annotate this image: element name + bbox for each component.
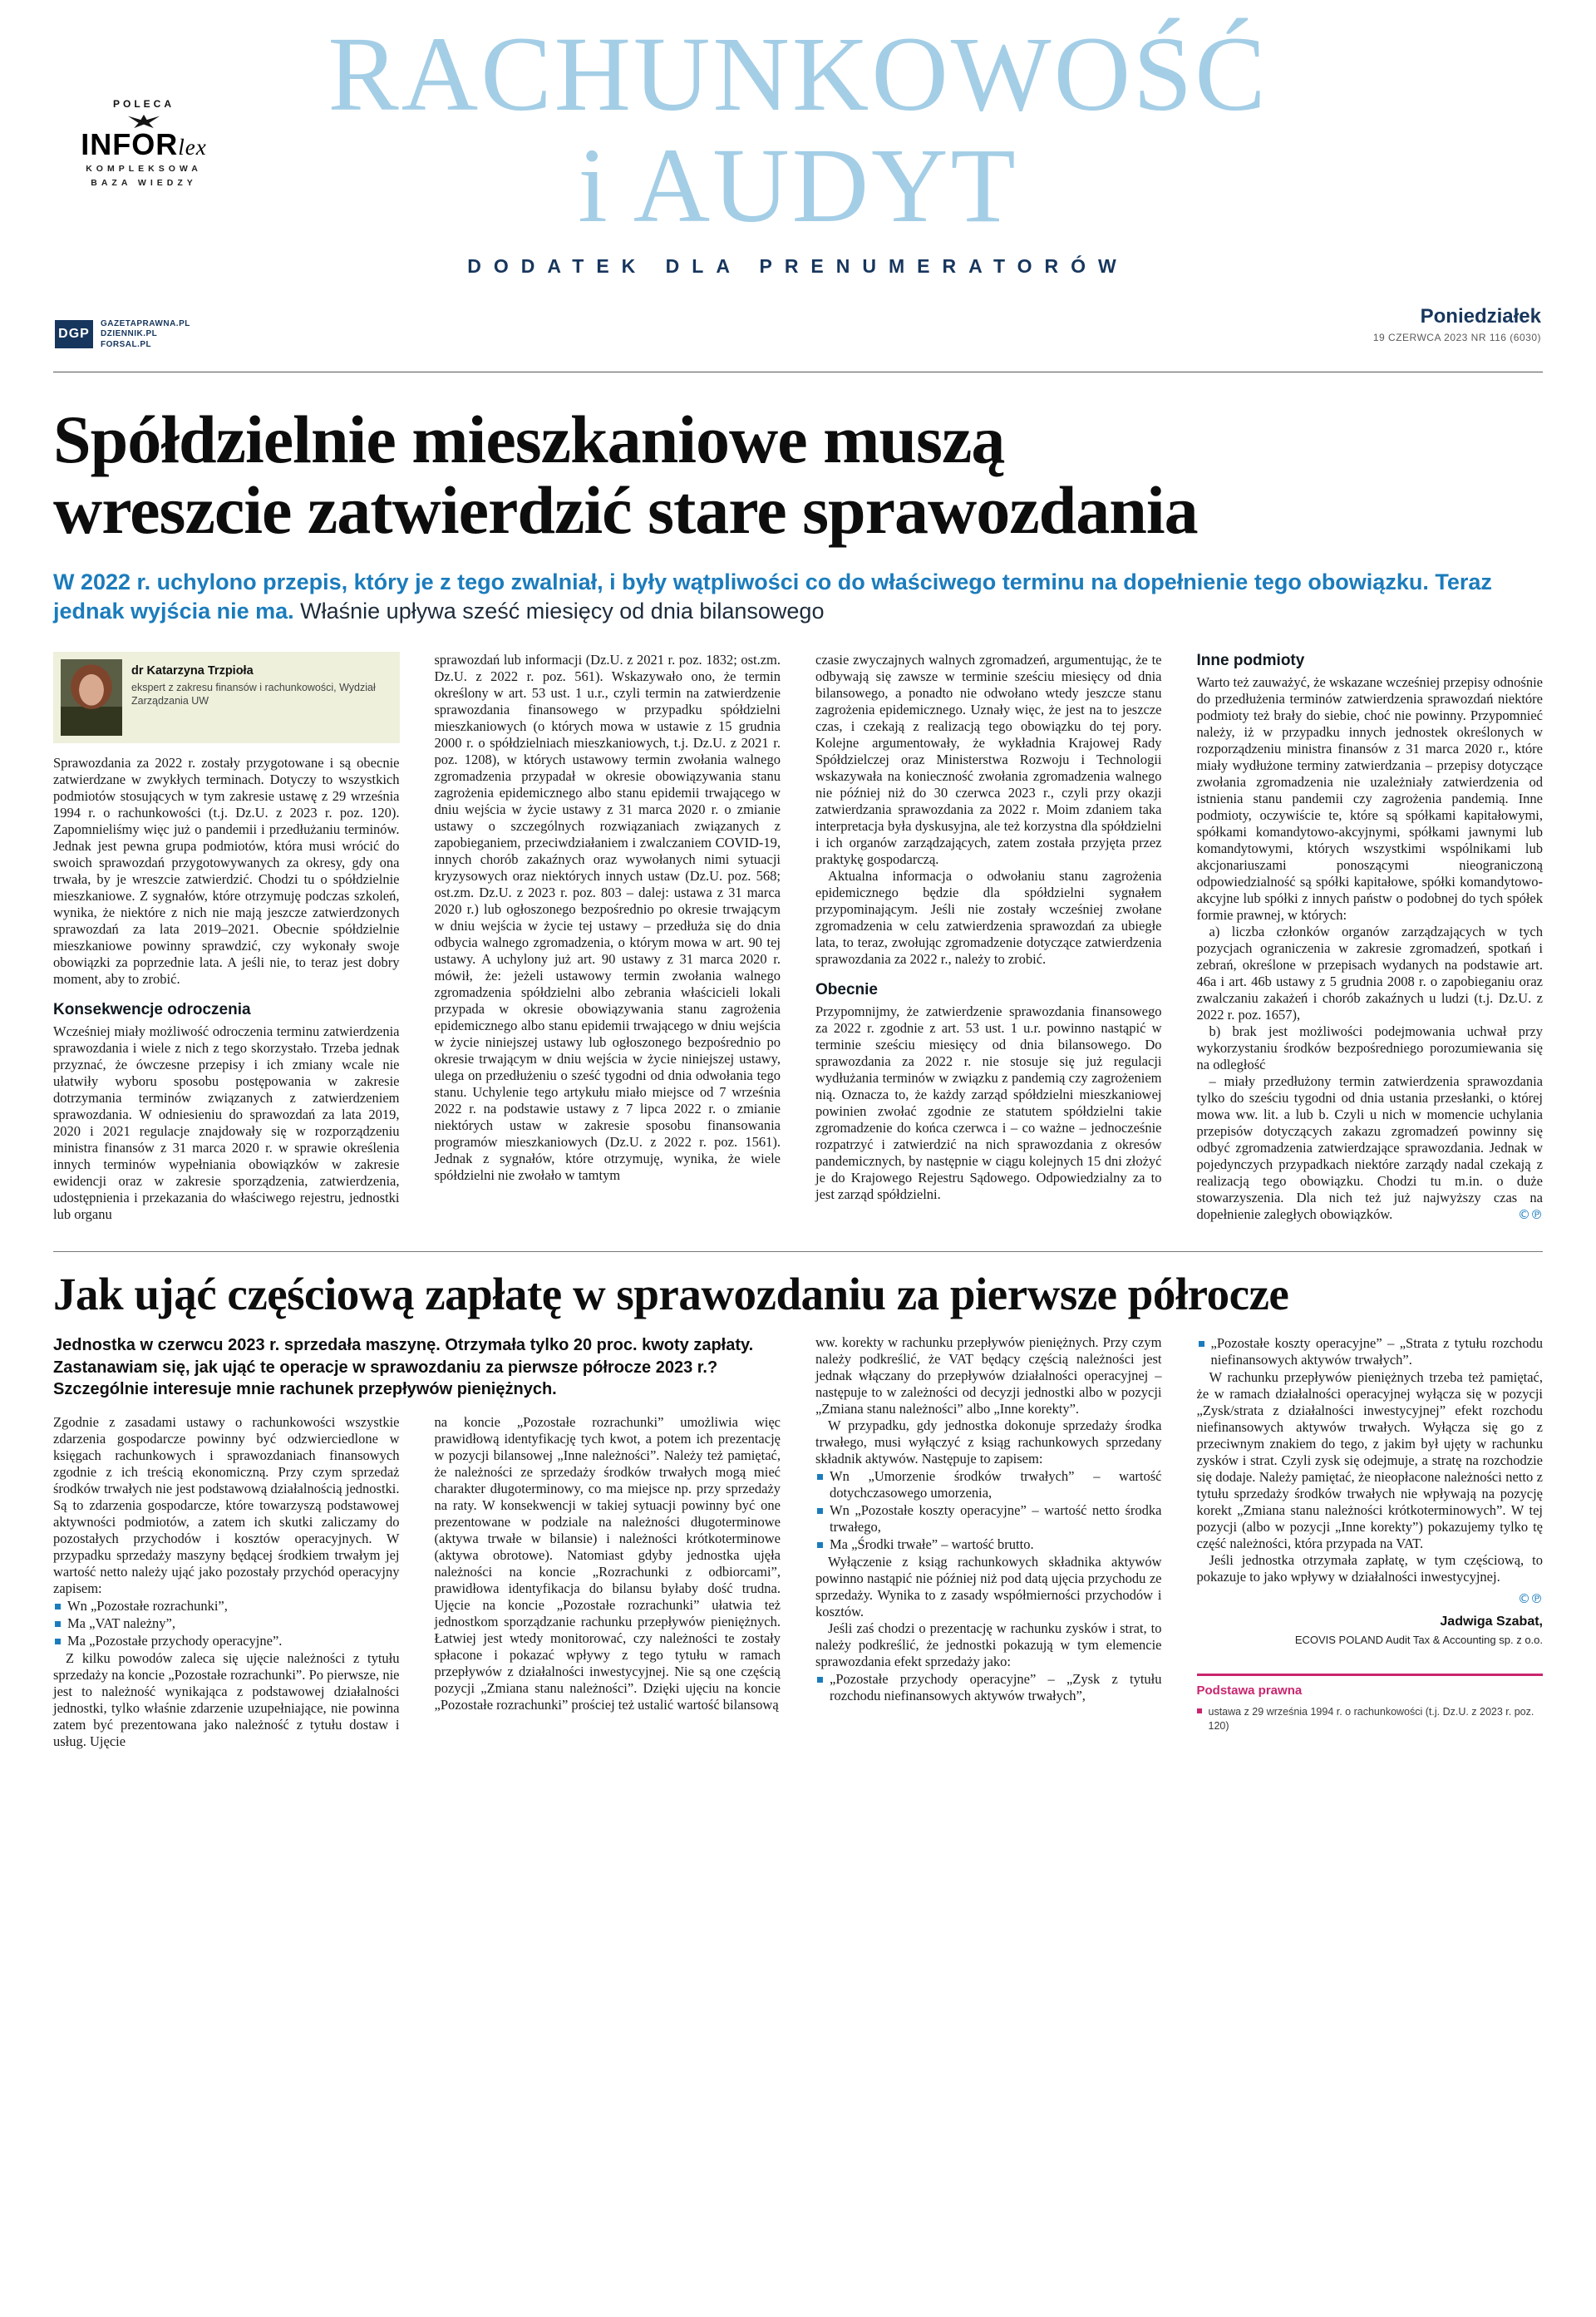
article1-lead-rest: Właśnie upływa sześć miesięcy od dnia bilansowego: [300, 599, 825, 624]
section-subhead: Obecnie: [815, 980, 878, 998]
paragraph: Wcześniej miały możliwość odroczenia terminu zatwierdzenia sprawozdania i wiele z nich z tego skorzystało. Trzeba jednak przyznać, że ówczesne przepisy i ich zmiany wcale nie ułatwiły wyboru sposobu postępowania w zakresie dotrzymania terminów związanych z zatwierdzeniem sprawozdania. W odniesieniu do sprawozdań za lata 2019, 2020 i 2021 regulacje znajdowały się w rozporządzeniu ministra finansów z 31 marca 2020 r. w sprawie określenia innych terminów wypełniania obowiązków w zakresie ewidencji oraz w zakresie sporządzenia, zatwierdzenia, udostępnienia i przekazania do właściwego rejestru, jednostki lub organu: [53, 1023, 400, 1222]
paragraph: na koncie „Pozostałe rozrachunki” umożliwia więc prawidłową identyfikację tych kwot, a potem ich prezentację w pozycji bilansowej „Inne należności”. Należy też pamiętać, że należności ze sprzedaży środków trwałych mogą mieć charakter długoterminowy, co ma miejsce np. przy sprzedaży na raty. W konsekwencji w takiej sytuacji powinny być one prezentowane w podziale na należności długoterminowe (aktywa trwałe w bilansie) i należności krótkoterminowe (aktywa obrotowe). Natomiast gdyby jednostka ujęła należności na koncie „Rozrachunki z odbiorcami”, prawidłowa identyfikacja do bilansu byłaby dość trudna. Ujęcie na koncie „Pozostałe rozrachunki” ułatwia też jednostkom sporządzanie rachunku przepływów pieniężnych. Łatwiej jest wtedy monitorować, czy należności te zostały spłacone i pokazać wpływy z tego tytułu w ramach przepływów z działalności inwestycyjnej. Nie są one częścią pozycji „Zmiana stanu należności”. Dzięki ujęciu na koncie „Pozostałe rozrachunki” prościej też ustalić wartość bilansową: [434, 1413, 781, 1713]
article1-headline-line1: Spółdzielnie mieszkaniowe muszą: [53, 402, 1005, 477]
paragraph: – miały przedłużony termin zatwierdzenia sprawozdania tylko do sześciu tygodni od dnia ustania przesłanki, o której mowa ww. lit. a lub b. Czyli u nich w momencie uchylania przepisów dotyczących zakazu zgromadzeń powinny się odbyć zgromadzenia zatwierdzające sprawozdania. Jednak w pojedynczych przypadkach niektóre zarządy nadal czekają z realizacją tego obowiązku. Chodzi tu m.in. o duże stowarzyszenia. Dla nich też już najwyższy czas na dopełnienie zaległych obowiązków. ©℗: [1196, 1072, 1543, 1222]
article1-headline: [53, 402, 1543, 549]
dgp-publisher-block: [55, 319, 190, 351]
issue-date-block: [1373, 305, 1541, 343]
article-partial-payment: [53, 1270, 1543, 1750]
infor-logo-suffix: lex: [178, 135, 207, 160]
bullet-item: „Pozostałe przychody operacyjne” – „Zysk z tytułu rozchodu niefinansowych aktywów trwałych”,: [815, 1671, 1162, 1704]
dgp-site-gazetaprawna: GAZETAPRAWNA.PL: [101, 318, 190, 328]
section-subhead: Konsekwencje odroczenia: [53, 1000, 251, 1018]
article1-column-4: [1197, 652, 1544, 1223]
article2-column-3: [815, 1334, 1162, 1749]
masthead-title-line-2: i AUDYT: [578, 126, 1018, 245]
article1-lead-highlight: W 2022 r. uchylono przepis, który je z tego zwalniał, i były wątpliwości co do właściwego terminu na dopełnienie tego obowiązku. Teraz jednak wyjścia nie ma.: [53, 569, 1492, 624]
paragraph: Wyłączenie z ksiąg rachunkowych składnika aktywów powinno nastąpić nie później niż pod datą ujęcia przychodu ze sprzedaży. Wynika to z zasady współmierności przychodów i kosztów.: [815, 1554, 1162, 1620]
paragraph: Warto też zauważyć, że wskazane wcześniej przepisy odnośnie do przedłużenia terminów zatwierdzenia sprawozdań niektóre podmioty też brały do siebie, choć nie powinny. Przypomnieć należy, iż w przypadku innych jednostek określonych w rozporządzeniu ministra finansów z 31 marca 2020 r., które miały wydłużone terminy zatwierdzania – przepisy dotyczące zwołania zgromadzenia nie uzależniały zatwierdzenia od istnienia stanu pandemii czy zagrożenia pandemią. Inne podmioty, oczywiście te, które są spółkami kapitałowymi, spółkami komandytowo-akcyjnymi, spółkami jawnymi lub komandytowymi, których wszystkimi wspólnikami lub akcjonariuszami ponoszącymi nieograniczoną odpowiedzialność są spółki kapitałowe, spółki komandytowo-akcyjne lub spółki z innych państw o podobnej do tych spółek formie prawnej, w których:: [1196, 673, 1543, 923]
legal-basis-box: [1197, 1674, 1544, 1733]
paragraph: sprawozdań lub informacji (Dz.U. z 2021 r. poz. 1832; ost.zm. Dz.U. z 2022 r. poz. 561). Wskazywało ono, że termin określony w art. 53 ust. 1 u.r., czyli termin na zatwierdzenie sprawozdania finansowego w przypadku spółdzielni mieszkaniowych (o których mowa w ustawie z 15 grudnia 2000 r. o spółdzielniach mieszkaniowych, t.j. Dz.U. z 2021 r. poz. 1208), w których ustawowy termin zwołania walnego zgromadzenia przypadał w okresie obowiązywania stanu zagrożenia epidemicznego albo stanu epidemii trwającego w dniu wejścia w życie ustawy z 31 marca 2020 r. o zmianie ustawy o szczególnych rozwiązaniach związanych z zapobieganiem, przeciwdziałaniem i zwalczaniem COVID-19, innych chorób zakaźnych oraz wywołanych nimi sytuacji kryzysowych oraz niektórych innych ustaw (Dz.U. poz. 568; ost.zm. Dz.U. z 2023 r. poz. 803 – dalej: ustawa z 31 marca 2020 r.) lub ogłoszonego bezpośrednio po okresie trwającym w dniu wejścia w życie tej ustawy – przedłuża się do dnia odbycia walnego zgromadzenia, o którym mowa w art. 90 tej ustawy. A uchylony już art. 90 ustawy z 31 marca 2020 r. mówił, że: jeżeli ustawowy termin zwołania walnego zgromadzenia spółdzielni albo zebrania właścicieli lokali przypada w okresie obowiązywania stanu zagrożenia epidemicznego albo stanu epidemii trwającego w dniu wejścia w życie niniejszej ustawy lub ogłoszonego bezpośrednio po okresie trwającym w dniu wejścia w życie niniejszej ustawy, ulega on przedłużeniu o sześć tygodni od dnia odwołania tego stanu. Uchylenie tego artykułu miało miejsce od 7 września 2022 r. na podstawie ustawy z 7 lipca 2022 r. o zmianie niektórych ustaw w zakresie sposobu finansowania programów mieszkaniowych (Dz.U. z 2022 r. poz. 1561). Jednak z sygnałów, które otrzymuję, wynika, że wiele spółdzielni nie zwołało w tamtym: [434, 651, 781, 1183]
legal-basis-item: ustawa z 29 września 1994 r. o rachunkowości (t.j. Dz.U. z 2023 r. poz. 120): [1197, 1705, 1544, 1733]
paragraph: Sprawozdania za 2022 r. zostały przygotowane i są obecnie zatwierdzane w zwykłych terminach. Dotyczy to wszystkich podmiotów stosujących w tym zakresie ustawę z 29 września 1994 r. o rachunkowości (t.j. Dz.U. z 2023 r. poz. 120). Zapomnieliśmy więc już o pandemii i przedłużaniu terminów. Jednak jest pewna grupa podmiotów, która musi wrócić do swoich sprawozdań przygotowywanych za okresy, gdy ona trwała, by je wreszcie zatwierdzić. Chodzi tu o spółdzielnie mieszkaniowe. Z sygnałów, które otrzymuję podczas szkoleń, wynika, że niektóre z nich nie mają jeszcze zatwierdzonych sprawozdań za lata 2019–2021. Obecnie spółdzielnie mieszkaniowe powinny sprawdzić, czy wykonały swoje obowiązki za poprzednie lata. A jeśli nie, to teraz jest dobry moment, aby to zrobić.: [53, 754, 400, 987]
section-subhead: Inne podmioty: [1196, 651, 1305, 669]
issue-day: Poniedziałek: [1420, 305, 1541, 328]
dgp-site-list: [101, 319, 190, 351]
copyright-mark: ©℗: [1518, 1591, 1543, 1607]
infor-brand-block: [57, 98, 231, 188]
article2-body: [53, 1334, 1543, 1749]
article1-headline-line2: wreszcie zatwierdzić stare sprawozdania: [53, 472, 1198, 549]
bullet-item: „Pozostałe koszty operacyjne” – „Strata z tytułu rozchodu niefinansowych aktywów trwałych”.: [1197, 1335, 1544, 1368]
article1-column-3: [815, 652, 1162, 1223]
article1-body: [53, 652, 1543, 1223]
article2-author-name: Jadwiga Szabat,: [1440, 1615, 1543, 1629]
article2-column-1: [53, 1414, 400, 1750]
copyright-mark: ©℗: [1518, 1206, 1543, 1222]
paragraph: Jeśli zaś chodzi o prezentację w rachunku zysków i strat, to należy podkreślić, że jednostki pokazują w tym elemencie sprawozdania efekt sprzedaży jako:: [815, 1620, 1162, 1670]
paragraph: Jeśli jednostka otrzymała zapłatę, w tym częściową, to pokazuje to jako wpływy w działalności inwestycyjnej.: [1196, 1552, 1543, 1585]
article1-column-1: [53, 755, 400, 1223]
author-name: dr Katarzyna Trzpioła: [131, 663, 254, 678]
legal-basis-title: Podstawa prawna: [1196, 1684, 1303, 1698]
article1-lead: [53, 568, 1543, 627]
bullet-item: Wn „Pozostałe rozrachunki”,: [53, 1598, 400, 1615]
author-info: [131, 659, 392, 736]
author-bio: ekspert z zakresu finansów i rachunkowości, Wydział Zarządzania UW: [131, 681, 376, 707]
article1-column-2: [435, 652, 781, 1223]
infor-logo: [57, 127, 231, 161]
paragraph: czasie zwyczajnych walnych zgromadzeń, argumentując, że te odbywają się zawsze w terminie sześciu miesięcy od dnia bilansowego, a ponadto nie odwołano wtedy jeszcze stanu zagrożenia epidemicznego. Uznały więc, że jest na to jeszcze czas, i czekają z realizacją tego obowiązku do tej pory. Kolejne argumentowały, że wykładnia Krajowej Rady Spółdzielczej oraz Ministerstwa Rozwoju i Technologii wskazywała na konieczność zwołania zgromadzenia walnego nie później niż do 30 czerwca 2023 r., czyli przy okazji zatwierdzania sprawozdania za 2022 r. Moim zdaniem taka interpretacja była dyskusyjna, ale też korzystna dla spółdzielni i ich organów zarządzających, zatem została przyjęta przez praktykę gospodarczą.: [815, 651, 1162, 867]
paragraph: Aktualna informacja o odwołaniu stanu zagrożenia epidemicznego będzie dla spółdzielni sygnałem przypominającym. Jeśli nie zostały wcześniej zwołane zgromadzenia w celu zatwierdzenia sprawozdań za ubiegłe lata, to teraz, zwołując zgromadzenie dotyczące zatwierdzenia sprawozdania za 2022 r., należy to zrobić.: [815, 867, 1162, 967]
paragraph: ww. korekty w rachunku przepływów pieniężnych. Przy czym należy podkreślić, że VAT będący częścią należności jest jednak włączany do przepływów działalności operacyjnej – następuje to w zależności od decyzji jednostki albo w pozycji „Zmiana stanu należności” albo „Inne korekty”.: [815, 1334, 1162, 1417]
masthead-title-line-1: RACHUNKOWOŚĆ: [328, 15, 1268, 133]
dgp-site-forsal: FORSAL.PL: [101, 339, 152, 349]
article2-column-4-text: [1197, 1335, 1544, 1585]
dgp-logo: DGP: [55, 320, 93, 348]
dgp-site-dziennik: DZIENNIK.PL: [101, 329, 158, 338]
masthead-tagline: DODATEK DLA PRENUMERATORÓW: [467, 254, 1129, 277]
bullet-item: Wn „Umorzenie środków trwałych” – wartość dotychczasowego umorzenia,: [815, 1468, 1162, 1501]
article2-headline: Jak ująć częściową zapłatę w sprawozdaniu za pierwsze półrocze: [53, 1268, 1289, 1319]
paragraph: Z kilku powodów zaleca się ujęcie należności z tytułu sprzedaży na koncie „Pozostałe rozrachunki”. Po pierwsze, nie jest to należność wynikająca z podstawowej działalności jednostki, tylko właśnie zdarzenie uzupełniające, nie powinna zatem być prezentowana jako należność z tytułu dostaw i usług. Ujęcie: [53, 1649, 400, 1749]
article2-intro: Jednostka w czerwcu 2023 r. sprzedała maszynę. Otrzymała tylko 20 proc. kwoty zapłaty. Zastanawiam się, jak ująć te operacje w sprawozdaniu za pierwsze półrocze 2023 r.? Szczególnie interesuje mnie rachunek przepływów pieniężnych.: [53, 1336, 754, 1399]
bullet-item: Ma „Środki trwałe” – wartość brutto.: [815, 1536, 1162, 1553]
paragraph: Przypomnijmy, że zatwierdzenie sprawozdania finansowego za 2022 r. zgodnie z art. 53 ust. 1 u.r. powinno nastąpić w terminie sześciu miesięcy od dnia bilansowego. Do sprawozdania za 2022 r. nie stosuje się już regulacji wydłużania terminów w związku z pandemią czy zagrożeniem nią. Oznacza to, że każdy zarząd spółdzielni mieszkaniowej powinien zwołać zgodnie ze statutem spółdzielni takie zgromadzenie do końca czerwca i – co ważne – jednocześnie rozpatrzyć i zatwierdzić na nich sprawozdania z okresów pandemicznych, by następnie w ciągu kolejnych 15 dni złożyć je do Krajowego Rejestru Sądowego. Odpowiedzialny za to jest zarząd spółdzielni.: [815, 1003, 1162, 1202]
article-divider: [53, 1251, 1543, 1252]
author-box: [53, 652, 400, 743]
paragraph: Zgodnie z zasadami ustawy o rachunkowości wszystkie zdarzenia gospodarcze powinny być odzwierciedlone w księgach rachunkowych i sprawozdaniach finansowych zgodnie z ich treścią ekonomiczną. Przy czym sprzedaż środków trwałych nie jest podstawową działalnością jednostki. Są to zdarzenia gospodarcze, które towarzyszą podstawowej aktywności podmiotów, a zatem ich skutki zaliczamy do pozostałych przychodów i kosztów operacyjnych. W przypadku sprzedaży maszyny będącej środkiem trwałym jej wartość netto należy ująć jako pozostały przychód operacyjny zapisem:: [53, 1413, 400, 1596]
infor-logo-text: INFOR: [81, 127, 179, 161]
paragraph: b) brak jest możliwości podejmowania uchwał przy wykorzystaniu środków bezpośredniego porozumiewania się na odległość: [1196, 1023, 1543, 1072]
bullet-item: Ma „VAT należny”,: [53, 1615, 400, 1632]
paragraph: W przypadku, gdy jednostka dokonuje sprzedaży środka trwałego, musi wyłączyć z ksiąg rachunkowych sprzedany składnik aktywów. Następuje to zapisem:: [815, 1417, 1162, 1467]
poleca-label: POLECA: [112, 98, 175, 110]
infor-subtitle-2: BAZA WIEDZY: [91, 178, 197, 188]
paragraph: W rachunku przepływów pieniężnych trzeba też pamiętać, że w ramach działalności operacyjnej wyłącza się w pozycji „Zysk/strata z działalności inwestycyjnej” efekt rozchodu niefinansowych aktywów trwałych. Wyłącza się go z przeciwnym znakiem do tego, z jakim był ujęty w rachunku zysków i strat. Czyli zysk się odejmuje, a stratę na rozchodzie się dodaje. Należy pamiętać, że nieopłacone należności netto z tytułu sprzedaży środków trwałych nie wpływają na pozycję korekt „Zmiana stanu należności krótkoterminowych”. W tej pozycji (albo w pozycji „Inne korekty”) pokazujemy tylko tę część należności, która przypada na VAT.: [1196, 1369, 1543, 1552]
article2-author-org: ECOVIS POLAND Audit Tax & Accounting sp. z o.o.: [1294, 1634, 1543, 1647]
issue-date: 19 CZERWCA 2023 NR 116 (6030): [1372, 332, 1541, 343]
article2-column-4: [1197, 1334, 1544, 1749]
bullet-item: Wn „Pozostałe koszty operacyjne” – wartość netto środka trwałego,: [815, 1502, 1162, 1536]
author-photo: [61, 659, 122, 736]
author-box-area: [53, 652, 400, 755]
paragraph: a) liczba członków organów zarządzających w tych pozycjach ograniczenia w zakresie zgromadzeń, spotkań i zebrań, określone w przepisach wydanych na podstawie art. 46a i art. 46b ustawy z 5 grudnia 2008 r. o zapobieganiu oraz zwalczaniu zakażeń i chorób zakaźnych u ludzi (t.j. Dz.U. z 2022 r. poz. 1657),: [1196, 923, 1543, 1023]
masthead: [53, 0, 1543, 372]
article2-column-2: [435, 1414, 781, 1750]
bullet-item: Ma „Pozostałe przychody operacyjne”.: [53, 1633, 400, 1649]
infor-subtitle-1: KOMPLEKSOWA: [86, 164, 202, 174]
article-coop-reports: [53, 404, 1543, 1223]
masthead-title: [53, 0, 1543, 278]
